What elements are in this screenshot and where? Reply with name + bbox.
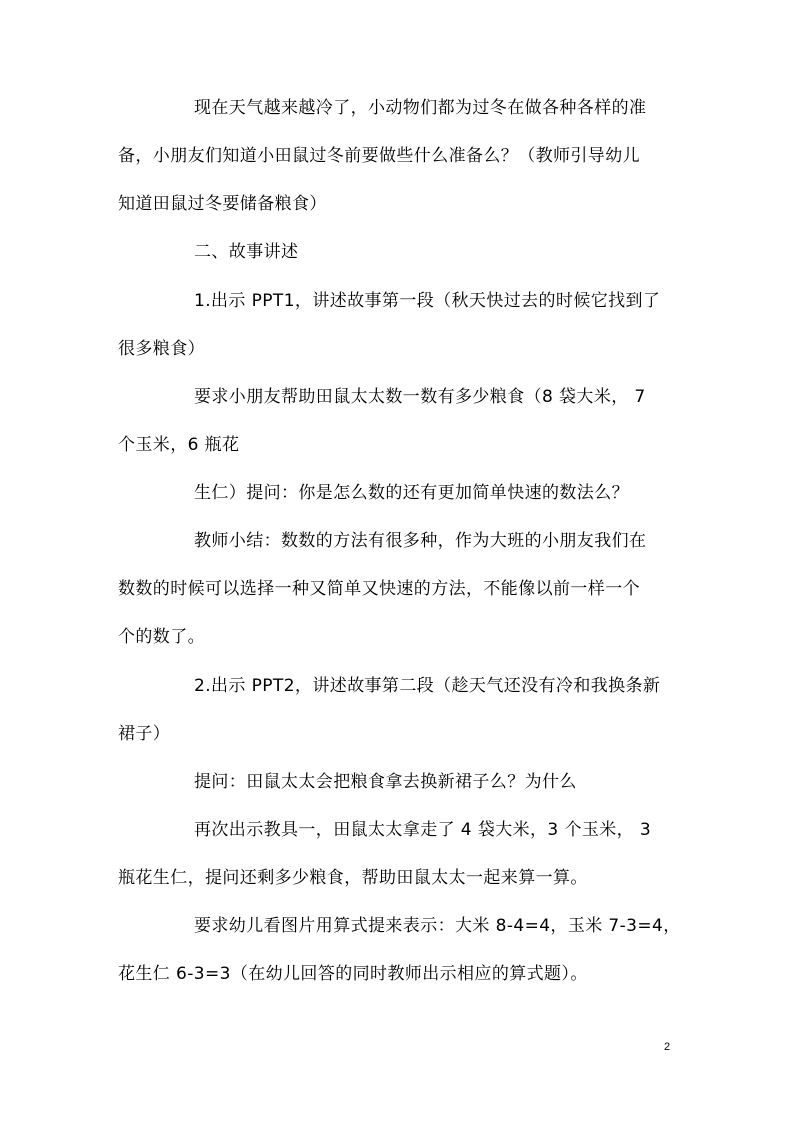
text-line: 备，小朋友们知道小田鼠过冬前要做些什么准备么？（教师引导幼儿 xyxy=(118,146,640,166)
text-line: 教师小结：数数的方法有很多种，作为大班的小朋友我们在 xyxy=(194,531,647,551)
text-line: 个玉米，6 瓶花 xyxy=(118,435,240,455)
text-line: 数数的时候可以选择一种又简单又快速的方法，不能像以前一样一个 xyxy=(118,579,640,599)
text-line: 再次出示教具一，田鼠太太拿走了 4 袋大米，3 个玉米， 3 xyxy=(194,820,652,840)
text-line: 很多粮食） xyxy=(118,339,205,359)
page-number: 2 xyxy=(664,1041,671,1053)
text-line: 现在天气越来越冷了，小动物们都为过冬在做各种各样的准 xyxy=(194,98,647,118)
text-line: 知道田鼠过冬要储备粮食） xyxy=(118,194,327,214)
text-line: 个的数了。 xyxy=(118,627,205,647)
text-line: 2.出示 PPT2，讲述故事第二段（趁天气还没有冷和我换条新 xyxy=(194,676,661,696)
text-line: 要求幼儿看图片用算式提来表示：大米 8-4=4，玉米 7-3=4， xyxy=(194,916,681,936)
text-line: 生仁）提问：你是怎么数的还有更加简单快速的数法么？ xyxy=(194,483,629,503)
text-line: 裙子） xyxy=(118,724,171,744)
text-line: 要求小朋友帮助田鼠太太数一数有多少粮食（8 袋大米， 7 xyxy=(194,387,646,407)
text-line: 瓶花生仁，提问还剩多少粮食，帮助田鼠太太一起来算一算。 xyxy=(118,868,588,888)
text-line: 花生仁 6-3=3（在幼儿回答的同时教师出示相应的算式题）。 xyxy=(118,964,588,984)
text-line: 1.出示 PPT1，讲述故事第一段（秋天快过去的时候它找到了 xyxy=(194,291,661,311)
text-line: 提问：田鼠太太会把粮食拿去换新裙子么？为什么 xyxy=(194,772,577,792)
section-heading: 二、故事讲述 xyxy=(194,242,299,262)
